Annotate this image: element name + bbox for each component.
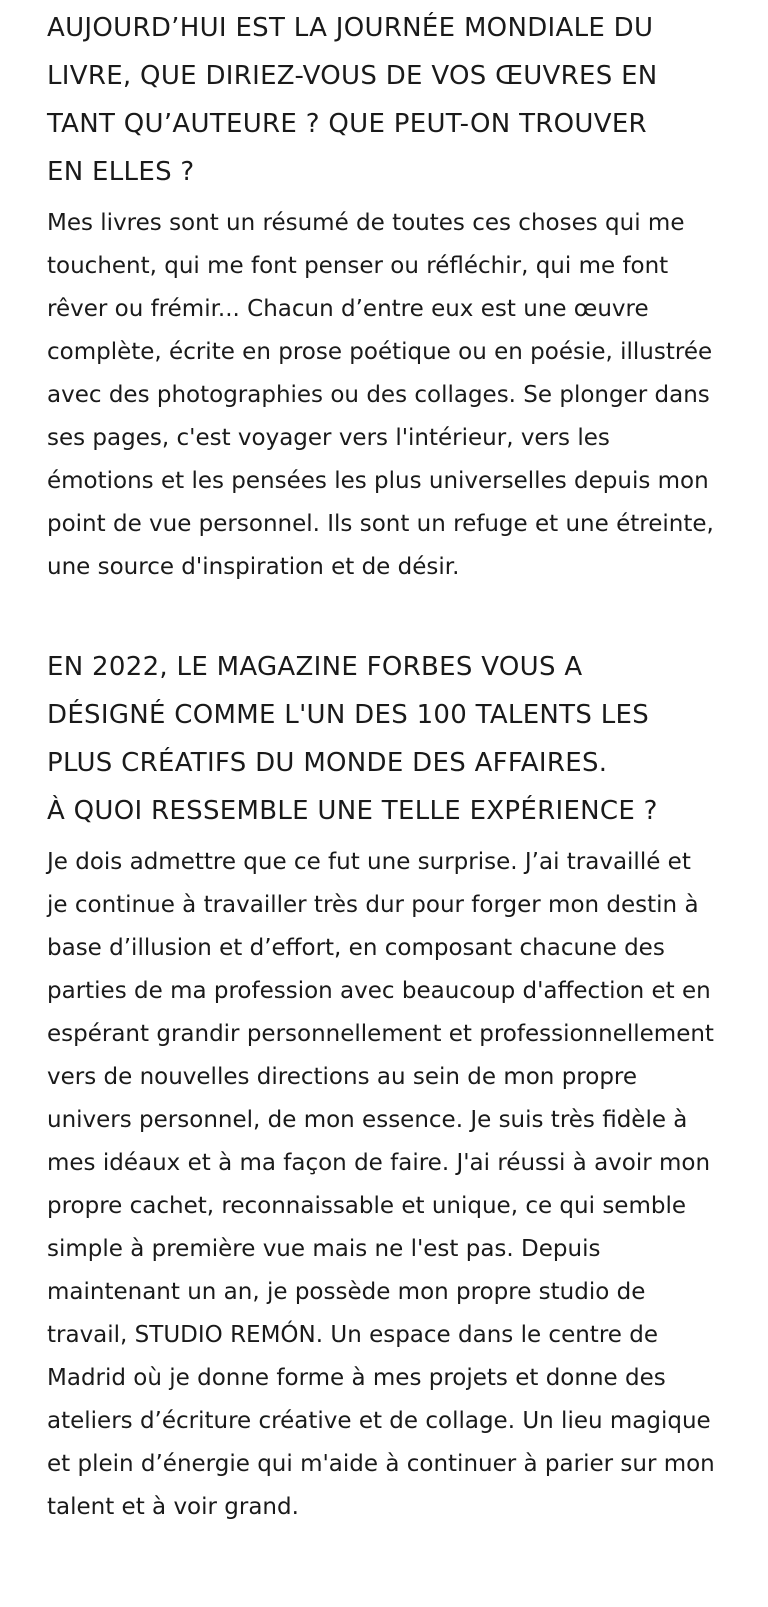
question-line: LIVRE, QUE DIRIEZ-VOUS DE VOS ŒUVRES EN: [47, 61, 658, 91]
question-line: EN 2022, LE MAGAZINE FORBES VOUS A: [47, 652, 583, 682]
question-line: EN ELLES ?: [47, 157, 195, 187]
section-spacer: [47, 589, 716, 643]
question-line: DÉSIGNÉ COMME L'UN DES 100 TALENTS LES: [47, 700, 650, 730]
question-line: À QUOI RESSEMBLE UNE TELLE EXPÉRIENCE ?: [47, 796, 658, 826]
answer-paragraph-2: Je dois admettre que ce fut une surprise. J’ai travaillé et je continue à travailler très dur pour forger mon destin à base d’illusion et d’effort, en composant chacune des parties de ma profession avec beaucoup d'affection et en espérant grandir personnellement et professionnellement vers de nouvelles directions au sein de mon propre univers personnel, de mon essence. Je suis très fidèle à mes idéaux et à ma façon de faire. J'ai réussi à avoir mon propre cachet, reconnaissable et unique, ce qui semble simple à première vue mais ne l'est pas. Depuis maintenant un an, je possède mon propre studio de travail, STUDIO REMÓN. Un espace dans le centre de Madrid où je donne forme à mes projets et donne des ateliers d’écriture créative et de collage. Un lieu magique et plein d’énergie qui m'aide à continuer à parier sur mon talent et à voir grand.: [47, 849, 715, 1520]
question-heading-1: [47, 4, 716, 196]
question-heading-2: [47, 643, 716, 835]
question-line: AUJOURD’HUI EST LA JOURNÉE MONDIALE DU: [47, 13, 654, 43]
question-line: PLUS CRÉATIFS DU MONDE DES AFFAIRES.: [47, 748, 608, 778]
answer-paragraph-1: Mes livres sont un résumé de toutes ces choses qui me touchent, qui me font penser ou réfléchir, qui me font rêver ou frémir... Chacun d’entre eux est une œuvre complète, écrite en prose poétique ou en poésie, illustrée avec des photographies ou des collages. Se plonger dans ses pages, c'est voyager vers l'intérieur, vers les émotions et les pensées les plus universelles depuis mon point de vue personnel. Ils sont un refuge et une étreinte, une source d'inspiration et de désir.: [47, 210, 714, 580]
question-line: TANT QU’AUTEURE ? QUE PEUT-ON TROUVER: [47, 109, 647, 139]
